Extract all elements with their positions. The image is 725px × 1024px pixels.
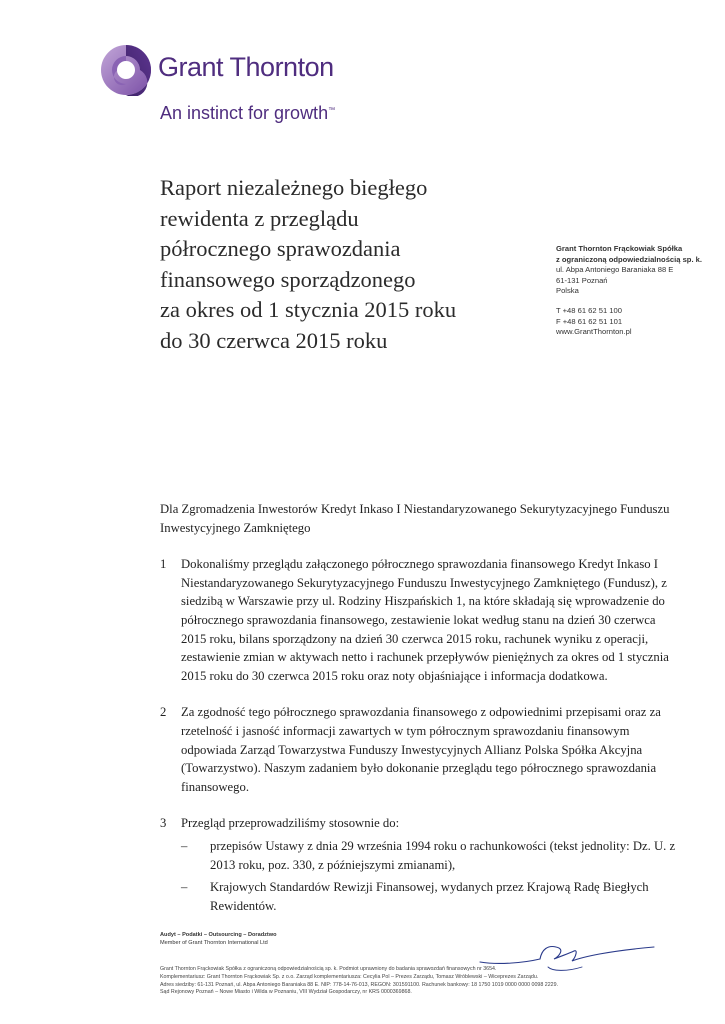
list-item bbox=[181, 878, 680, 915]
street: ul. Abpa Antoniego Baraniaka 88 E bbox=[556, 265, 674, 275]
paragraph-number: 3 bbox=[160, 816, 167, 831]
services-line: Audyt – Podatki – Outsourcing – Doradztwo bbox=[160, 932, 277, 938]
company-name: Grant Thornton Frąckowiak Spółka bbox=[556, 244, 683, 253]
brand-tagline-text: An instinct for growth bbox=[160, 103, 329, 123]
dash-bullet-icon: – bbox=[181, 838, 188, 853]
address-spacer bbox=[556, 297, 716, 306]
title-line: Raport niezależnego biegłego bbox=[160, 175, 428, 200]
paragraph-item bbox=[160, 703, 680, 796]
title-line: półrocznego sprawozdania bbox=[160, 236, 401, 261]
report-title bbox=[160, 173, 520, 356]
country: Polska bbox=[556, 286, 579, 296]
fax: F +48 61 62 51 101 bbox=[556, 316, 623, 326]
footer-services bbox=[160, 932, 277, 948]
company-name-2: z ograniczoną odpowiedzialnością sp. k. bbox=[556, 254, 702, 264]
paragraph-number: 1 bbox=[160, 557, 167, 572]
website-link[interactable]: www.GrantThornton.pl bbox=[556, 327, 632, 337]
legal-line: Adres siedziby: 61-131 Poznań, ul. Abpa Antoniego Baraniaka 88 E. NIP: 778-14-76-013, REGON: 301591100. Rachunek bankowy: 18 1750 1019 0000 0000 0098 2229. bbox=[160, 981, 559, 988]
paragraph-text: Dokonaliśmy przeglądu załączonego półrocznego sprawozdania finansowego Kredyt Inkaso I Niestandaryzowanego Sekurytyzacyjnego Funduszu Inwestycyjnego Zamkniętego (Fundusz), z siedzibą w Warszawie przy ul. Rodziny Hiszpańskich 1, na które składają się wprowadzenie do półrocznego sprawozdania finansowego, zestawienie lokat według stanu na dzień 30 czerwca 2015 roku, bilans sporządzony na dzień 30 czerwca 2015 roku, rachunek wyniku z operacji, zestawienie zmian w aktywach netto i rachunek przepływów pieniężnych za okres od 1 stycznia 2015 roku do 30 czerwca 2015 roku oraz noty objaśniające i informacja dodatkowa. bbox=[181, 557, 669, 683]
trademark-mark: ™ bbox=[328, 107, 336, 114]
list-item bbox=[181, 837, 680, 874]
grant-thornton-logo-icon bbox=[96, 44, 156, 96]
paragraph-item bbox=[160, 555, 680, 685]
bullet-list bbox=[181, 837, 680, 915]
footer-legal bbox=[160, 966, 680, 997]
title-line: rewidenta z przeglądu bbox=[160, 205, 359, 231]
report-body bbox=[160, 500, 680, 933]
brand-name: Grant Thornton bbox=[158, 52, 334, 82]
paragraph-number: 2 bbox=[160, 705, 167, 720]
city: 61-131 Poznań bbox=[556, 275, 608, 285]
list-item-text: przepisów Ustawy z dnia 29 września 1994 roku o rachunkowości (tekst jednolity: Dz. U. z 2013 roku, poz. 330, z późniejszymi zmianami), bbox=[210, 838, 676, 872]
phone: T +48 61 62 51 100 bbox=[556, 305, 622, 315]
title-line: do 30 czerwca 2015 roku bbox=[160, 327, 388, 353]
legal-line: Komplementariusz: Grant Thornton Frąckowiak Sp. z o.o. Zarząd komplementariusza: Cecylia Pol – Prezes Zarządu, Tomasz Wróblewski – Wiceprezes Zarządu. bbox=[160, 973, 539, 980]
legal-line: Grant Thornton Frąckowiak Spółka z ograniczoną odpowiedzialnością sp. k. Podmiot uprawniony do badania sprawozdań finansowych nr 3654. bbox=[160, 966, 497, 972]
paragraph-text: Przegląd przeprowadziliśmy stosownie do: bbox=[181, 816, 400, 831]
addressee: Dla Zgromadzenia Inwestorów Kredyt Inkaso I Niestandaryzowanego Sekurytyzacyjnego Funduszu Inwestycyjnego Zamkniętego bbox=[160, 502, 670, 535]
title-line: finansowego sporządzonego bbox=[160, 266, 416, 292]
paragraph-item bbox=[160, 814, 680, 915]
brand-tagline bbox=[160, 103, 335, 124]
dash-bullet-icon: – bbox=[181, 880, 188, 895]
member-line: Member of Grant Thornton International Ltd bbox=[160, 939, 268, 946]
title-line: za okres od 1 stycznia 2015 roku bbox=[160, 297, 457, 322]
list-item-text: Krajowych Standardów Rewizji Finansowej, wydanych przez Krajową Radę Biegłych Rewidentów. bbox=[210, 880, 649, 913]
legal-line: Sąd Rejonowy Poznań – Nowe Miasto i Wilda w Poznaniu, VIII Wydział Gospodarczy, nr KRS 0000369868. bbox=[160, 989, 412, 996]
paragraph-text: Za zgodność tego półrocznego sprawozdania finansowego z odpowiednimi przepisami oraz za rzetelność i jasność informacji zawartych w tym półrocznym sprawozdaniu finansowym odpowiada Zarząd Towarzystwa Funduszy Inwestycyjnych Allianz Polska Spółka Akcyjna (Towarzystwo). Naszym zadaniem było dokonanie przeglądu tego półrocznego sprawozdania finansowego. bbox=[181, 705, 661, 794]
company-address bbox=[556, 244, 716, 338]
